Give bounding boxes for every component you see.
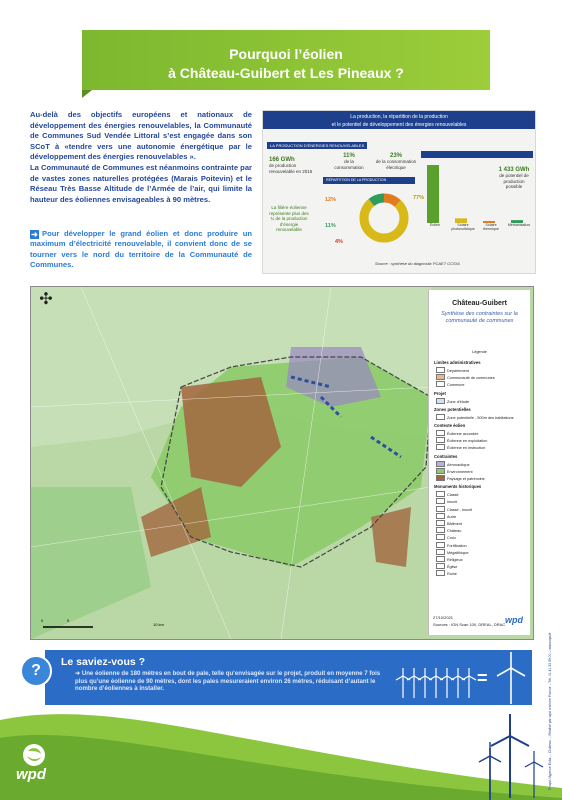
did-you-know-text (75, 670, 390, 693)
legend-swatch (436, 414, 445, 420)
small-turbine-stroke (469, 676, 476, 680)
page-title-line1: Pourquoi l’éolien (229, 46, 343, 62)
potential-subheader (421, 151, 533, 158)
scale-zero: 0 (41, 618, 44, 623)
legend-swatch (436, 520, 445, 526)
stat-consumption-value: 11% (343, 153, 355, 159)
side-credit-text: © wpd / Agence Eolia ... Château ... Réalisé par wpd onshore France – Tél. 01 41 33 59 00 – www.wpd.fr (548, 632, 552, 790)
title-banner-fold (82, 90, 92, 98)
stat-consumption (329, 153, 369, 170)
bar-label: Solaire thermique (483, 223, 499, 232)
legend-item-label: Paysage et patrimoine (447, 477, 485, 481)
legend-item-label: Éolienne en instruction (447, 446, 486, 451)
title-banner (82, 30, 490, 90)
question-icon: ? (20, 655, 52, 687)
map-sources: Sources : IGN Scan 100, DREAL, DRAC (433, 622, 506, 627)
legend-item-label: Château (447, 529, 462, 534)
legend-item (436, 468, 473, 475)
legend-item (436, 513, 456, 520)
small-turbine-stroke (396, 676, 403, 680)
stat-electric (375, 153, 417, 170)
small-turbine-stroke (418, 676, 425, 680)
small-turbine-stroke (451, 676, 458, 680)
legend-group-heading: Monuments historiques (434, 484, 482, 490)
legend-swatch (436, 506, 445, 512)
legend-item (436, 506, 472, 513)
scale-label: 10 km (153, 622, 164, 627)
legend-group-heading: Contexte éolien (434, 423, 466, 428)
legend-swatch (436, 570, 445, 576)
legend-group-heading: Projet (434, 390, 446, 396)
legend-item-label: Environnement (447, 469, 473, 474)
wind-share-note: La filière éolienne représente plus des ¾ de la production d’énergie renouvelable (269, 205, 309, 232)
legend-item-label: Classé - Inscrit (447, 507, 473, 512)
legend-item (436, 374, 495, 381)
scale-mid: 5 (67, 618, 70, 623)
intro-text (30, 110, 252, 205)
bar-label: Solaire photovoltaïque (451, 223, 475, 232)
donut-segment (364, 198, 404, 238)
small-turbine-stroke (407, 676, 414, 680)
intro-paragraph-3: Pour développer le grand éolien et donc produire un maximum d’électricité renouvelable, il convient donc de se tourner vers le nord du territoire de la Communauté de Communes. (30, 229, 252, 270)
legend-item-label: Autre (447, 514, 457, 519)
small-turbine-stroke (440, 676, 447, 680)
map-wpd-logo: wpd (505, 615, 523, 625)
pct-solar-thermal: 12% (325, 197, 337, 203)
legend-item (436, 398, 469, 405)
legend-swatch (436, 513, 445, 519)
legend-group-heading: Contraintes (434, 453, 458, 459)
renewable-infographic (262, 110, 536, 274)
legend-item-label: Zone potentielle - 500m des habitations (447, 415, 514, 420)
legend-item (436, 556, 463, 563)
legend-swatch (436, 498, 445, 504)
legend-item-label: Classé (447, 493, 459, 498)
map-date: 27/10/2021 (433, 615, 454, 620)
map-legend (428, 290, 530, 635)
legend-item (436, 527, 461, 534)
legend-swatch (436, 398, 445, 404)
wpd-logo (14, 742, 54, 782)
legend-swatch (436, 468, 445, 474)
legend-item-label: Ruine (447, 572, 457, 577)
legend-swatch (436, 534, 445, 540)
potential-bar (427, 165, 439, 223)
stat-potential (495, 167, 533, 190)
legend-item-label: Éolienne accordée (447, 432, 479, 436)
bar-label: Éolien (430, 223, 440, 227)
legend-item-label: Éolienne en exploitation (447, 439, 488, 444)
stat-potential-value: 1 433 GWh (498, 167, 530, 173)
pct-methanisation: 11% (325, 223, 336, 229)
bar-labels (421, 223, 533, 237)
intro-paragraph-1: Au-delà des objectifs européens et nationaux de développement des énergies renouvelables, la Communauté de Communes Sud Vendée Littoral s’est engagée dans son SCoT à «tendre vers une autonomie énergétique par le développement des énergies renouvelables ». (30, 110, 252, 162)
legend-item-label: Mégalithique (447, 550, 469, 555)
intro-paragraph-2: La Communauté de Communes est néanmoins contrainte par de vastes zones naturelles protégées (Marais Poitevin) et le Réseau Très Basse Altitude de l’Armée de l’air, qui limite la hauteur des éoliennes envisageables à 90 mètres. (30, 162, 252, 204)
intro-conclusion (30, 229, 252, 271)
legend-item (436, 570, 457, 577)
wpd-logo-text: wpd (16, 766, 46, 783)
legend-item-label: Commune (447, 383, 465, 388)
legend-item (436, 491, 459, 498)
legend-item-label: Église (447, 565, 458, 570)
legend-item (436, 437, 487, 444)
legend-item-label: Aéronautique (447, 462, 470, 467)
legend-swatch (436, 430, 445, 436)
legend-item (436, 498, 457, 505)
large-turbine-icon (493, 650, 529, 704)
legend-swatch (436, 367, 445, 373)
legend-item (436, 549, 469, 556)
legend-group-heading: Limites administratives (434, 360, 481, 365)
legend-swatch (436, 374, 445, 380)
repartition-subheader: RÉPARTITION DE LA PRODUCTION (323, 177, 415, 184)
wpd-logo-symbol (14, 742, 54, 768)
legend-swatch (436, 563, 445, 569)
legend-subtitle: Synthèse des contraintes sur la communauté de communes (441, 311, 518, 324)
small-turbine-stroke (429, 676, 436, 680)
side-credit (548, 470, 558, 790)
stat-electric-value: 23% (389, 153, 402, 159)
small-turbine-stroke (462, 676, 469, 680)
legend-item-label: Croix (447, 536, 456, 541)
legend-swatch (436, 461, 445, 467)
infographic-header (263, 111, 535, 129)
production-donut-chart (355, 189, 413, 247)
did-you-know-title: Le saviez-vous ? (61, 656, 146, 668)
arrow-right-icon: ➜ (31, 230, 38, 239)
legend-item (436, 444, 485, 451)
legend-item (436, 520, 462, 527)
legend-swatch (436, 542, 445, 548)
legend-item (436, 563, 457, 570)
legend-swatch (436, 444, 445, 450)
arrow-right-icon: ➜ (75, 670, 82, 677)
legend-item (436, 475, 485, 482)
stat-consumption-label: de la consommation (334, 159, 364, 170)
stat-production-label: de production renouvelable en 2015 (269, 163, 313, 174)
equals-sign: = (477, 668, 488, 688)
legend-item (436, 430, 478, 437)
legend-item-label: Communauté de communes (447, 376, 495, 381)
infographic-source: Source : synthèse du diagnostic PCAET CCSVL (375, 261, 461, 266)
legend-swatch (436, 437, 445, 443)
infographic-header-line1: La production, la répartition de la production (350, 114, 448, 120)
bar-label: Méthanisation (507, 223, 531, 227)
legend-item (436, 367, 469, 374)
legend-swatch (436, 527, 445, 533)
legend-swatch (436, 491, 445, 497)
legend-title: Château-Guibert (452, 300, 507, 307)
compass-rose-icon: ✣ (39, 291, 53, 308)
production-subheader: LA PRODUCTION D’ÉNERGIES RENOUVELABLES (267, 142, 367, 149)
heritage-zone-3 (371, 507, 411, 567)
legend-item (436, 534, 456, 541)
stat-production (269, 157, 313, 174)
legend-item-label: Bâtiment (447, 522, 462, 526)
legend-swatch (436, 549, 445, 555)
pct-wind: 77% (413, 195, 425, 201)
legend-item-label: Zone d’étude (447, 399, 470, 404)
legend-item (436, 542, 467, 549)
legend-item (436, 414, 514, 421)
pct-other: 4% (335, 239, 343, 245)
legend-item (436, 381, 465, 388)
legend-item-label: Fortification (447, 543, 467, 548)
legend-item-label: Inscrit (447, 500, 458, 505)
legend-item (436, 461, 470, 468)
page-title-line2: à Château-Guibert et Les Pineaux ? (168, 65, 404, 81)
stat-potential-label: de potentiel de production possible (499, 173, 529, 189)
legend-swatch (436, 475, 445, 481)
stat-electric-label: de la consommation électrique (375, 159, 417, 170)
legend-group-heading: Zones potentielles (434, 406, 471, 412)
legend-item-label: Religieux (447, 558, 463, 562)
legend-swatch (436, 556, 445, 562)
legend-swatch (436, 381, 445, 387)
legend-item-label: Département (447, 369, 469, 373)
footer-turbines (470, 708, 550, 798)
infographic-header-line2: et le potentiel de développement des énergies renouvelables (331, 122, 467, 128)
legend-word: Légende (472, 350, 487, 354)
stat-production-value: 166 GWh (269, 157, 295, 163)
did-you-know-body: Une éolienne de 180 mètres en bout de pale, telle qu’envisagée sur le projet, produit en moyenne 7 fois plus qu’une éolienne de 90 mètres, dont les pales mesureraient environ 26 mètres, réduisant d’autant le nombre d’éoliennes à installer. (75, 670, 381, 693)
did-you-know-box (45, 650, 532, 705)
